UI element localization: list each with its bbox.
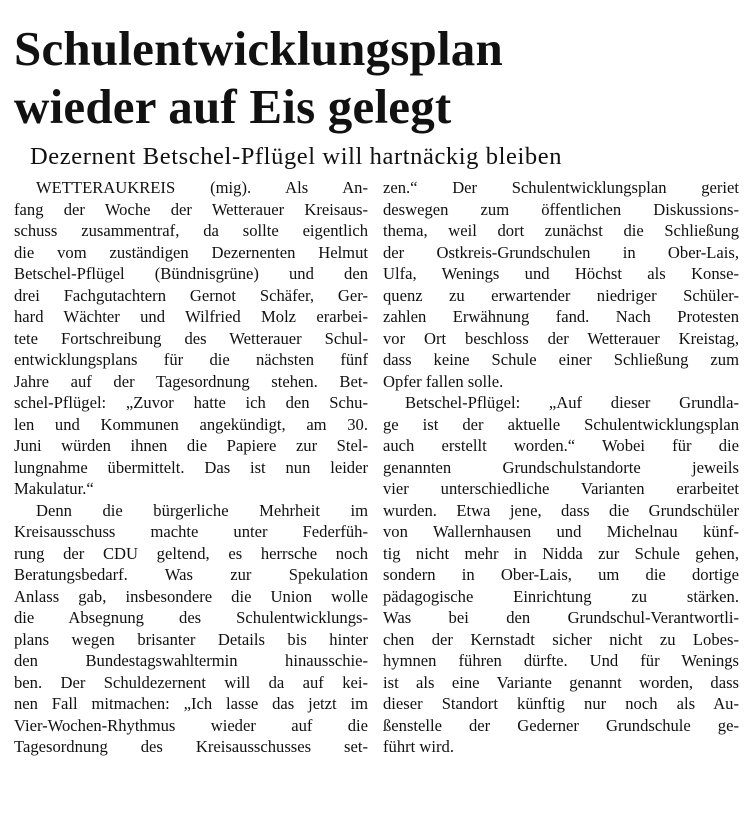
article-column-left xyxy=(14,177,368,758)
text-line: sondern in Ober-Lais, um die dortige xyxy=(383,565,739,584)
text-line: wurden. Etwa jene, dass die Grundschüler xyxy=(383,500,739,520)
headline-line-1: Schulentwicklungsplan xyxy=(14,21,503,76)
text-line: len und Kommunen angekündigt, am 30. xyxy=(14,414,368,434)
text-line: die vom zuständigen Dezernenten Helmut xyxy=(14,242,368,262)
text-line: Denn die bürgerliche Mehrheit im xyxy=(36,500,368,520)
headline xyxy=(14,20,503,136)
text-line: zen.“ Der Schulentwicklungsplan geriet xyxy=(383,178,739,197)
text-line: drei Fachgutachtern Gernot Schäfer, Ger- xyxy=(14,285,368,305)
text-line: ist als eine Variante genannt worden, dass xyxy=(383,672,739,692)
text-line: ben. Der Schuldezernent will da auf kei- xyxy=(14,672,368,692)
text-line: Makulatur.“ xyxy=(14,479,94,498)
text-line: genannten Grundschulstandorte jeweils xyxy=(383,457,739,477)
text-line: zahlen Erwähnung fand. Nach Protesten xyxy=(383,307,739,326)
text-line: Was bei den Grundschul-Verantwortli- xyxy=(383,608,739,627)
text-line: nen Fall mitmachen: „Ich lasse das jetzt im xyxy=(14,694,368,713)
text-line: pädagogische Einrichtung zu stärken. xyxy=(383,586,739,606)
text-line: dass keine Schule einer Schließung zum xyxy=(383,350,739,369)
text-line: führt wird. xyxy=(383,737,454,756)
headline-line-2: wieder auf Eis gelegt xyxy=(14,79,452,134)
text-line: tig nicht mehr in Nidda zur Schule gehen, xyxy=(383,543,739,563)
text-line: Beratungsbedarf. Was zur Spekulation xyxy=(14,565,368,584)
text-line: Vier-Wochen-Rhythmus wieder auf die xyxy=(14,715,368,735)
text-line: entwicklungsplans für die nächsten fünf xyxy=(14,350,368,369)
text-line: rung der CDU geltend, es herrsche noch xyxy=(14,543,368,563)
text-line: deswegen zum öffentlichen Diskussions- xyxy=(383,199,739,219)
text-line: Betschel-Pflügel (Bündnisgrüne) und den xyxy=(14,264,368,283)
text-line: schuss zusammentraf, da sollte eigentlich xyxy=(14,221,368,240)
text-line: quenz zu erwartender niedriger Schüler- xyxy=(383,285,739,305)
text-line: Kreisausschuss machte unter Federfüh- xyxy=(14,522,368,541)
text-line: ge ist der aktuelle Schulentwicklungsplan xyxy=(383,414,739,434)
text-line: von Wallernhausen und Michelnau künf- xyxy=(383,522,739,541)
text-line: vor Ort beschloss der Wetterauer Kreistag, xyxy=(383,328,739,348)
text-line: lungnahme übermittelt. Das ist nun leider xyxy=(14,457,368,477)
text-line: die Absegnung des Schulentwicklungs- xyxy=(14,608,368,627)
text-line: hymnen führen dürfte. Und für Wenings xyxy=(383,651,739,670)
text-line: Jahre auf der Tagesordnung stehen. Bet- xyxy=(14,371,368,391)
text-line: fang der Woche der Wetterauer Kreisaus- xyxy=(14,199,368,219)
text-line: plans wegen brisanter Details bis hinter xyxy=(14,629,368,649)
text-line: dieser Standort künftig nur noch als Au- xyxy=(383,694,739,713)
text-line: tete Fortschreibung des Wetterauer Schul- xyxy=(14,328,368,348)
text-line: Ulfa, Wenings und Höchst als Konse- xyxy=(383,264,739,283)
text-line: chen der Kernstadt sicher nicht zu Lobes- xyxy=(383,629,739,649)
text-line: Anlass gab, insbesondere die Union wolle xyxy=(14,586,368,606)
text-line: thema, weil dort zunächst die Schließung xyxy=(383,221,739,240)
text-line: Betschel-Pflügel: „Auf dieser Grundla- xyxy=(405,393,739,412)
text-line: Opfer fallen solle. xyxy=(383,371,504,391)
text-line: ßenstelle der Gederner Grundschule ge- xyxy=(383,715,739,735)
text-line: den Bundestagswahltermin hinausschie- xyxy=(14,651,368,670)
text-line: vier unterschiedliche Varianten erarbeitet xyxy=(383,479,739,498)
text-line: schel-Pflügel: „Zuvor hatte ich den Schu- xyxy=(14,393,368,412)
article-column-right xyxy=(383,177,739,758)
subheadline: Dezernent Betschel-Pflügel will hartnäckig bleiben xyxy=(30,143,563,170)
text-line: Juni würden ihnen die Papiere zur Stel- xyxy=(14,436,368,455)
text-line: Tagesordnung des Kreisausschusses set- xyxy=(14,737,368,756)
text-line: hard Wächter und Wilfried Molz erarbei- xyxy=(14,307,368,326)
text-line: WETTERAUKREIS (mig). Als An- xyxy=(36,178,368,197)
text-line: der Ostkreis-Grundschulen in Ober-Lais, xyxy=(383,242,739,262)
text-line: auch erstellt worden.“ Wobei für die xyxy=(383,436,739,455)
